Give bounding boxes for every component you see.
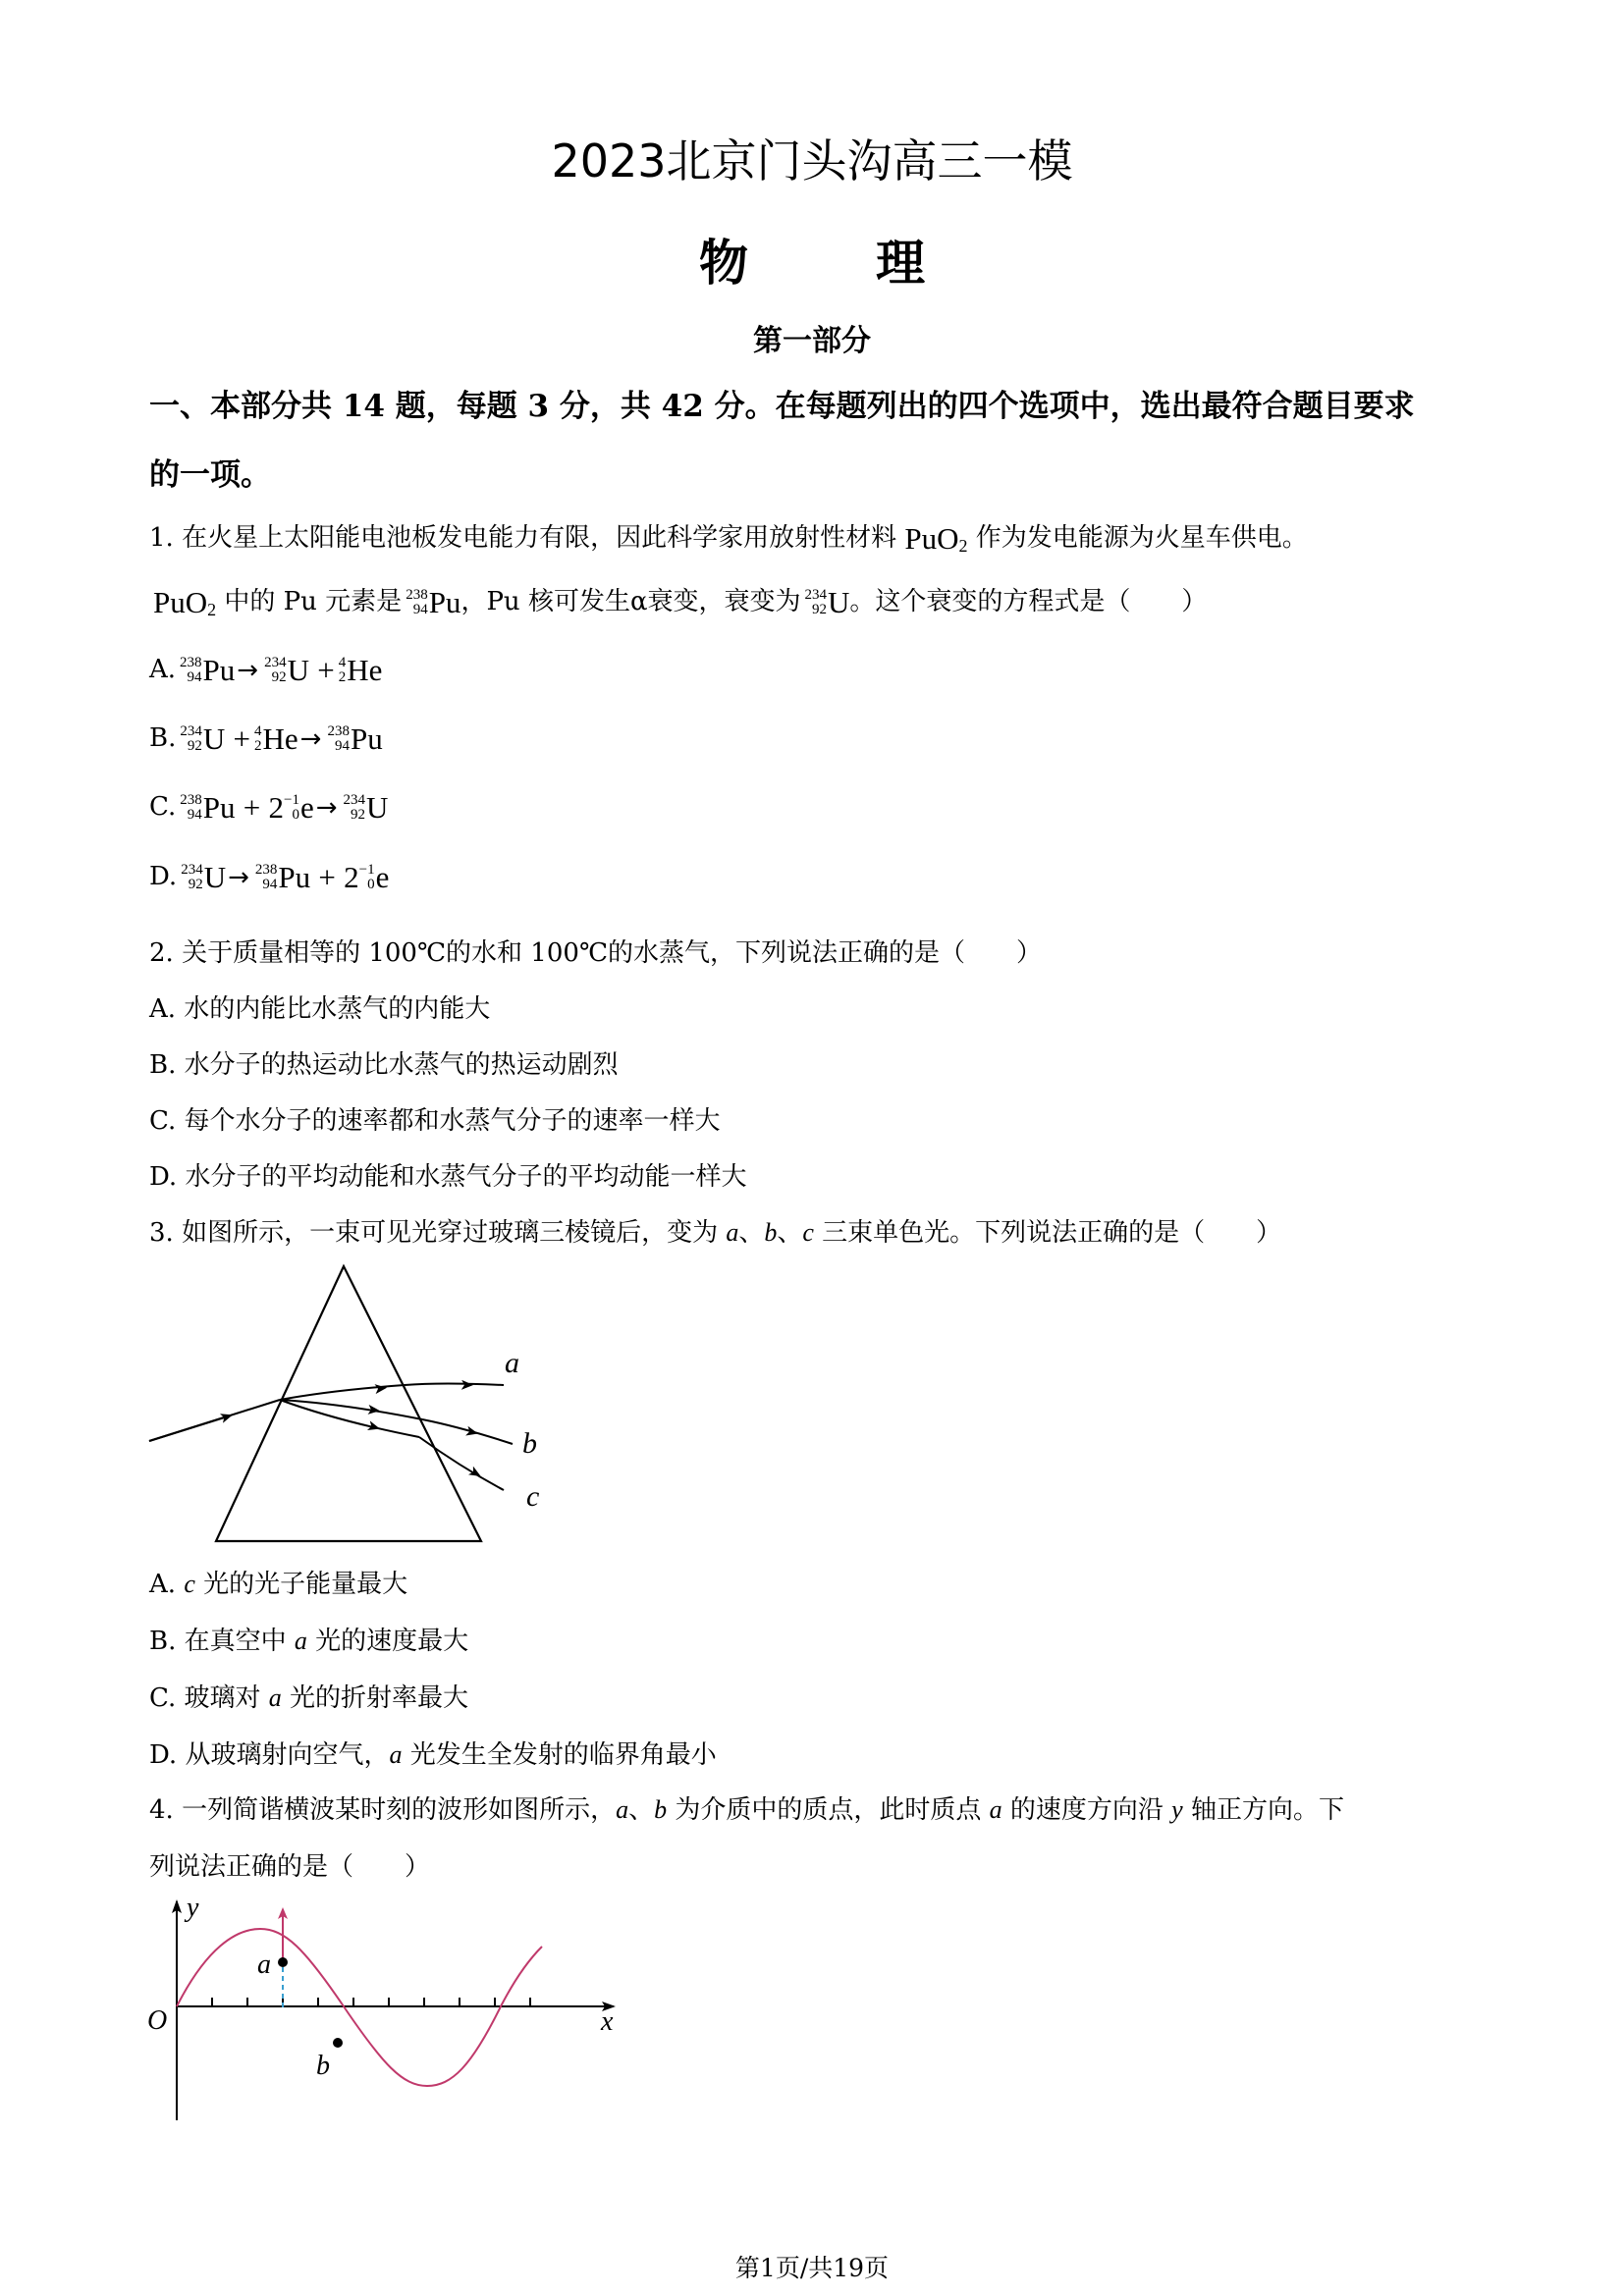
q1-text-d: ，Pu 核可发生α衰变，衰变为 xyxy=(460,587,801,616)
q1-text-e: 。这个衰变的方程式是（ ） xyxy=(849,587,1208,616)
q1-option-d[interactable]: D. 234 92 U→ 238 94 Pu + 2 −1 0 e xyxy=(149,860,390,894)
q2-option-c[interactable]: C. 每个水分子的速率都和水蒸气分子的速率一样大 xyxy=(149,1106,721,1136)
prism-label-b: b xyxy=(522,1427,537,1460)
prism-label-a: a xyxy=(505,1347,519,1379)
page-title: 2023北京门头沟高三一模 xyxy=(551,134,1073,187)
page-footer: 第1页/共19页 xyxy=(734,2254,890,2282)
axis-label-x: x xyxy=(601,2006,614,2037)
q2-option-a[interactable]: A. 水的内能比水蒸气的内能大 xyxy=(149,994,491,1024)
q3-option-d[interactable]: D. 从玻璃射向空气，a 光发生全发射的临界角最小 xyxy=(149,1740,717,1770)
q2-stem: 2. 关于质量相等的 100℃的水和 100℃的水蒸气，下列说法正确的是（ ） xyxy=(149,938,1043,968)
section-instructions-line1: 一、本部分共 14 题，每题 3 分，共 42 分。在每题列出的四个选项中，选出最符合题目要求 xyxy=(149,389,1415,424)
q1-text-b: 作为发电能源为火星车供电。 xyxy=(967,523,1308,553)
q1-text-c: 中的 Pu 元素是 xyxy=(224,587,403,616)
ray-a-out xyxy=(405,1384,504,1386)
subject-char-2: 理 xyxy=(876,235,925,292)
q1-nuc-pu: 238 94 xyxy=(406,587,428,617)
prism-triangle xyxy=(216,1266,481,1541)
q3-option-b[interactable]: B. 在真空中 a 光的速度最大 xyxy=(149,1627,469,1656)
ray-c-out xyxy=(419,1437,504,1490)
q3-stem: 3. 如图所示，一束可见光穿过玻璃三棱镜后，变为 a、b、c 三束单色光。下列说法正确的是（ ） xyxy=(149,1218,1282,1248)
q2-option-d[interactable]: D. 水分子的平均动能和水蒸气分子的平均动能一样大 xyxy=(149,1162,747,1192)
axis-label-y: y xyxy=(187,1893,199,1923)
point-a xyxy=(278,1957,288,1967)
subject-char-1: 物 xyxy=(699,235,748,292)
q1-stem-line1 xyxy=(149,517,1308,557)
part-heading: 第一部分 xyxy=(753,324,871,358)
q1-puo2-2: PuO xyxy=(153,585,208,619)
q1-option-c[interactable]: C. 238 94 Pu + 2 −1 0 e→ 234 92 U xyxy=(149,790,389,825)
q1-puo2-sub: 2 xyxy=(958,536,968,557)
q4-stem-line2: 列说法正确的是（ ） xyxy=(149,1852,431,1882)
x-axis-ticks xyxy=(212,1998,530,2006)
point-b xyxy=(333,2038,343,2048)
q1-nuc-u: 234 92 xyxy=(804,587,827,617)
q1-option-b[interactable]: B. 234 92 U + 4 2 He→ 238 94 Pu xyxy=(149,721,383,756)
q2-option-b[interactable]: B. 水分子的热运动比水蒸气的热运动剧烈 xyxy=(149,1050,619,1080)
q1-stem-line2: PuO$_2$ 中的 Pu 元素是 238 94 Pu，Pu 核可发生α衰变，衰变为 234 92 U。这个衰变的方程式是（ ） xyxy=(153,585,1208,620)
point-b-label: b xyxy=(316,2051,330,2081)
subject-title xyxy=(0,224,1624,294)
q4-stem-line1: 4. 一列简谐横波某时刻的波形如图所示，a、b 为介质中的质点，此时质点 a 的速度方向沿 y 轴正方向。下 xyxy=(149,1795,1344,1825)
ray-b-inside xyxy=(280,1400,422,1419)
q1-option-a[interactable]: A. 238 94 Pu→ 234 92 U + 4 2 He xyxy=(149,653,383,687)
ray-a-inside xyxy=(280,1385,405,1400)
q1-puo2: PuO xyxy=(904,521,959,556)
ray-c-inside xyxy=(280,1400,419,1437)
q1-text-a: 1. 在火星上太阳能电池板发电能力有限，因此科学家用放射性材料 xyxy=(149,523,905,553)
wave-figure xyxy=(137,1890,628,2125)
prism-label-c: c xyxy=(526,1480,540,1513)
q3-option-a[interactable]: A. c 光的光子能量最大 xyxy=(149,1570,408,1599)
q3-option-c[interactable]: C. 玻璃对 a 光的折射率最大 xyxy=(149,1683,469,1713)
ray-b-out xyxy=(422,1419,513,1444)
section-instructions-line2: 的一项。 xyxy=(149,457,271,493)
origin-label: O xyxy=(147,2005,168,2036)
point-a-label: a xyxy=(257,1949,271,1980)
prism-figure xyxy=(137,1256,569,1561)
